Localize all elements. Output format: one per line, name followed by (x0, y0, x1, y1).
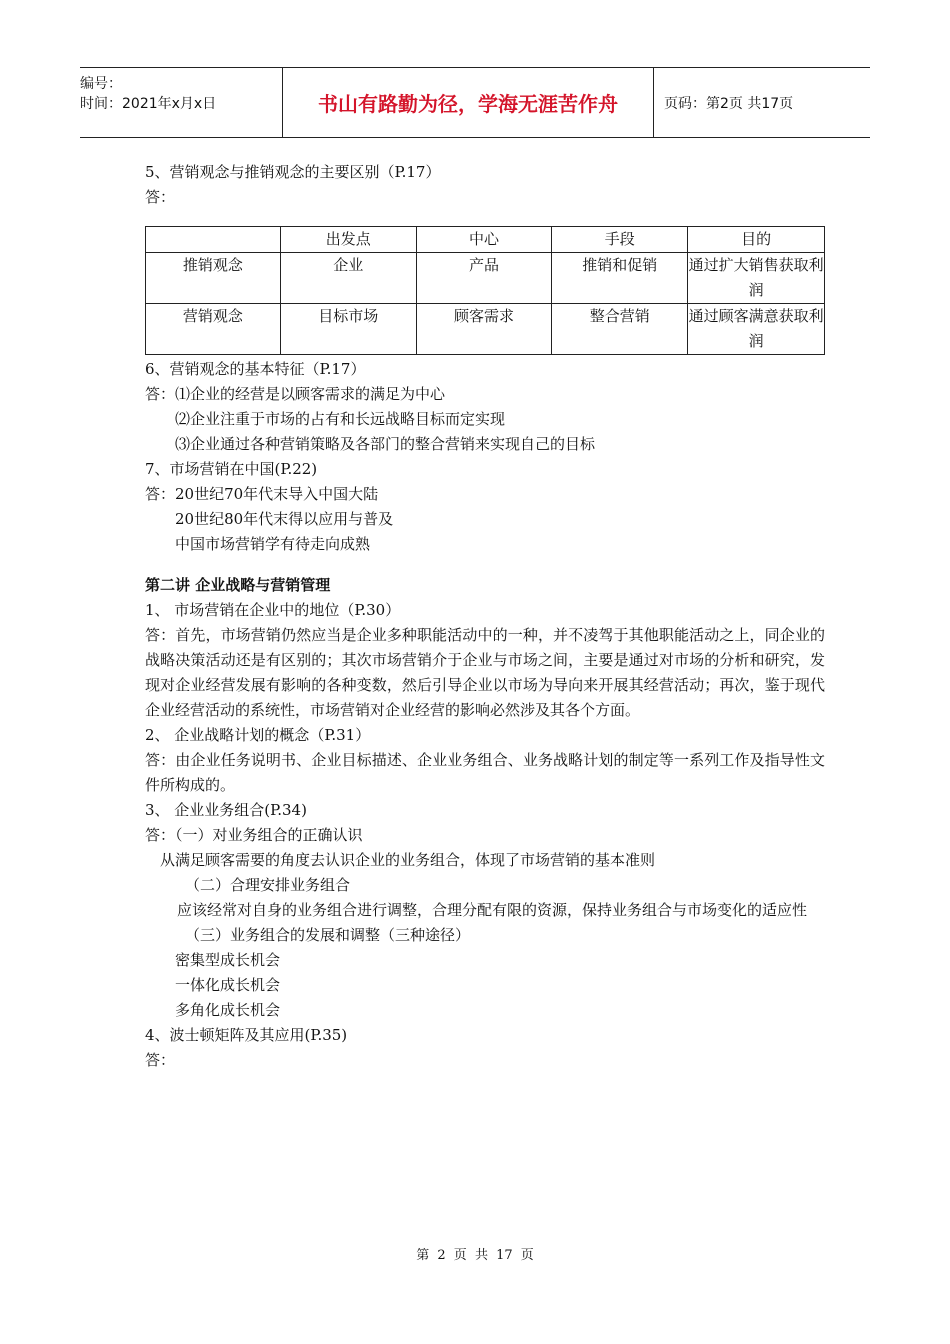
question-1: 1、 市场营销在企业中的地位（P.30） (145, 601, 401, 619)
answer-2: 答：由企业任务说明书、企业目标描述、企业业务组合、业务战略计划的制定等一系列工作及指导性文件所构成的。 (145, 751, 825, 794)
number-label: 编号： (80, 76, 122, 92)
table-cell: 企业 (280, 253, 416, 304)
footer-page-number: 2 (437, 1248, 446, 1263)
table-header-cell: 中心 (416, 227, 552, 253)
question-6: 6、营销观念的基本特征（P.17） (145, 360, 366, 378)
header-page-info: 页码：第2页 共17页 (664, 95, 794, 112)
answer-7-line: 答：20世纪70年代末导入中国大陆 (145, 485, 379, 503)
table-header-cell: 出发点 (280, 227, 416, 253)
answer-7-line: 20世纪80年代末得以应用与普及 (175, 510, 394, 528)
comparison-table (145, 226, 825, 355)
answer-5-label: 答： (145, 188, 176, 206)
growth-option: 一体化成长机会 (175, 976, 281, 994)
growth-option: 多角化成长机会 (175, 1001, 281, 1019)
answer-3-item-1-text: 从满足顾客需要的角度去认识企业的业务组合，体现了市场营销的基本准则 (160, 851, 656, 869)
answer-3-item-2-text: 应该经常对自身的业务组合进行调整，合理分配有限的资源，保持业务组合与市场变化的适应性 (177, 901, 808, 919)
question-7: 7、市场营销在中国(P.22) (145, 460, 318, 478)
answer-6-line: ⑵企业注重于市场的占有和长远战略目标而定实现 (175, 410, 506, 428)
header-meta (80, 68, 282, 137)
section-heading: 第二讲 企业战略与营销管理 (145, 576, 331, 594)
table-cell: 推销观念 (146, 253, 281, 304)
footer-text: 页 (453, 1248, 467, 1263)
table-cell: 产品 (416, 253, 552, 304)
table-cell: 整合营销 (552, 304, 688, 355)
answer-1: 答：首先，市场营销仍然应当是企业多种职能活动中的一种，并不凌驾于其他职能活动之上，同企业的战略决策活动还是有区别的；其次市场营销介于企业与市场之间，主要是通过对市场的分析和研究，发现对企业经营发展有影响的各种变数，然后引导企业以市场为导向来开展其经营活动；再次，鉴于现代企业经营活动的系统性，市场营销对企业经营的影响必然涉及其各个方面。 (145, 626, 825, 719)
table-cell: 推销和促销 (552, 253, 688, 304)
answer-3-item-3: （三）业务组合的发展和调整（三种途径） (185, 926, 471, 944)
page-footer (0, 1244, 950, 1263)
table-header-cell: 目的 (688, 227, 825, 253)
answer-4-label: 答： (145, 1051, 176, 1069)
table-row (146, 253, 825, 304)
table-header-cell: 手段 (552, 227, 688, 253)
answer-3-item-1: 答：（一）对业务组合的正确认识 (145, 826, 363, 844)
table-cell: 营销观念 (146, 304, 281, 355)
question-5: 5、营销观念与推销观念的主要区别（P.17） (145, 163, 441, 181)
question-4: 4、波士顿矩阵及其应用(P.35) (145, 1026, 348, 1044)
footer-text: 页 (520, 1248, 534, 1263)
table-header-cell (146, 227, 281, 253)
table-cell: 通过扩大销售获取利润 (688, 253, 825, 304)
table-cell: 顾客需求 (416, 304, 552, 355)
table-cell: 通过顾客满意获取利润 (688, 304, 825, 355)
footer-text: 共 (474, 1248, 488, 1263)
answer-7-line: 中国市场营销学有待走向成熟 (175, 535, 371, 553)
answer-6-line: 答：⑴企业的经营是以顾客需求的满足为中心 (145, 385, 446, 403)
document-body (145, 160, 825, 1073)
header-motto: 书山有路勤为径，学海无涯苦作舟 (282, 68, 654, 137)
table-row (146, 304, 825, 355)
question-2: 2、 企业战略计划的概念（P.31） (145, 726, 371, 744)
date-label: 时间：2021年x月x日 (80, 96, 217, 112)
footer-text: 第 (416, 1248, 430, 1263)
table-cell: 目标市场 (280, 304, 416, 355)
footer-total-pages: 17 (496, 1248, 513, 1263)
growth-option: 密集型成长机会 (175, 951, 281, 969)
answer-3-item-2: （二）合理安排业务组合 (185, 876, 351, 894)
table-header-row (146, 227, 825, 253)
answer-6-line: ⑶企业通过各种营销策略及各部门的整合营销来实现自己的目标 (175, 435, 596, 453)
page-header (80, 67, 870, 138)
question-3: 3、 企业业务组合(P.34) (145, 801, 307, 819)
